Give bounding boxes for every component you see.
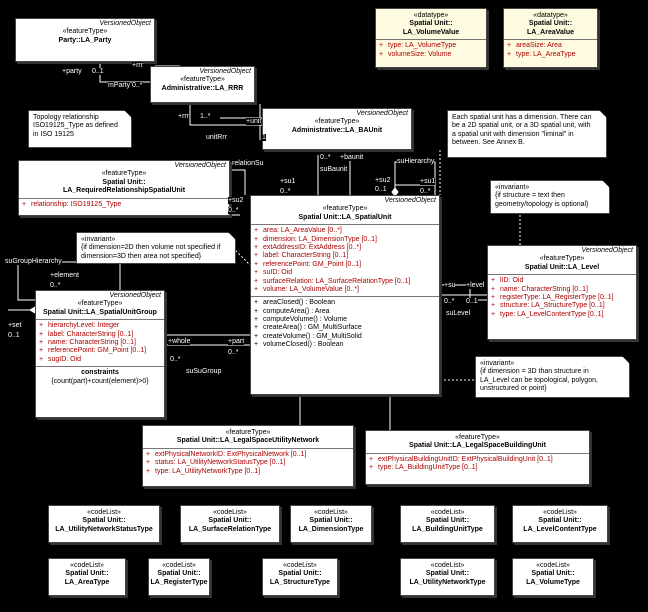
visibility-marker: + [254, 260, 259, 268]
association-label-su1b: +su1 [420, 178, 436, 185]
row-text: areaClosed() : Boolean [263, 299, 335, 307]
stereotype: «codeList» [213, 509, 247, 516]
class-name: Spatial Unit::LA_SpatialUnitGroup [43, 308, 157, 316]
namespace: Spatial Unit:: [425, 517, 470, 525]
attributes [19, 198, 229, 211]
note-stereotype: «invariant» [495, 184, 530, 191]
code-list-la-levelcontenttype[interactable] [512, 505, 608, 543]
association-label-sulevel: suLevel [446, 310, 471, 317]
attribute-row [491, 294, 633, 302]
row-text: volumeSize: Volume [388, 50, 452, 58]
attribute-row [491, 302, 633, 310]
association-label-m01b: 0..1 [8, 332, 20, 339]
association-label-m01a: 0..1 [92, 68, 104, 75]
code-list-name: LA_DimensionType [298, 525, 364, 533]
versioned-object-label: VersionedObject [99, 20, 151, 27]
versioned-object-label: VersionedObject [384, 197, 436, 204]
row-text: referencePoint: GM_Point [0..1] [48, 347, 147, 355]
stereotype: «codeList» [162, 562, 196, 569]
class-la-legalspaceutilitynetwork[interactable] [142, 425, 354, 487]
row-text: name: CharacterString [0..1] [48, 338, 136, 346]
namespace: Spatial Unit:: [82, 517, 126, 525]
stereotype: «codeList» [283, 562, 317, 569]
code-list-name: LA_AreaType [64, 578, 110, 586]
stereotype: «featureType» [539, 255, 585, 263]
association-label-whole: +whole [168, 338, 191, 345]
code-list-name: LA_SurfaceRelationType [188, 525, 272, 533]
note-invariant-level [475, 356, 630, 398]
stereotype: «featureType» [77, 300, 123, 308]
row-text: type: LA_LevelContentType [0..1] [500, 310, 604, 318]
code-list-name: LA_StructureType [269, 578, 331, 586]
visibility-marker: + [39, 338, 44, 346]
attribute-row [39, 339, 161, 347]
visibility-marker: + [491, 310, 496, 318]
note-invariant-structure [490, 180, 610, 214]
class-name: Administrative::LA_RRR [161, 84, 244, 92]
row-text: computeArea() : Area [263, 307, 330, 315]
namespace: Spatial Unit:: [278, 570, 322, 578]
note-dimension [447, 110, 607, 158]
namespace: Spatial Unit:: [538, 517, 582, 525]
visibility-marker: + [39, 330, 44, 338]
row-text: status: LA_UtilityNetworkStatusType [0..1] [155, 459, 286, 467]
code-list-name: LA_UtilityNetworkType [409, 578, 486, 586]
code-list-la-dimensiontype[interactable] [290, 505, 372, 543]
stereotype: «featureType» [225, 429, 271, 436]
code-list-la-registertype[interactable] [148, 558, 210, 596]
association-label-m0sb: 0..* [320, 154, 331, 161]
visibility-marker: + [507, 42, 512, 50]
attribute-row [254, 236, 436, 244]
row-text: computeVolume() : Volume [263, 316, 348, 324]
row-text: structure: LA_StructureType [0..1] [500, 302, 605, 310]
row-text: label: CharacterString [0..1] [48, 330, 134, 338]
visibility-marker: + [491, 285, 496, 293]
attribute-row [254, 261, 436, 269]
class-name: Party::LA_Party [58, 36, 112, 44]
association-label-level-end: +level [466, 282, 485, 289]
association-label-m0sd: 0..* [228, 207, 239, 214]
association-label-relationsu: relationSu [232, 160, 264, 167]
operation-row [254, 308, 436, 316]
visibility-marker: + [507, 50, 512, 58]
association-label-sugh: suGroupHierarchy [5, 258, 62, 265]
row-text: extPhysicalBuildingUnitID: ExtPhysicalBuildingUnit [0..1] [378, 455, 553, 463]
row-text: label: CharacterString [0..1] [263, 252, 349, 260]
visibility-marker: + [254, 316, 259, 324]
class-name: Spatial Unit::LA_LegalSpaceBuildingUnit [409, 442, 546, 450]
note-text: {if dimension = 3D than structure in LA_Level can be topological, polygon, unstructured or point} [480, 368, 598, 393]
visibility-marker: + [39, 355, 44, 363]
row-text: volumeClosed() : Boolean [263, 341, 344, 349]
row-text: dimension: LA_DimensionType [0..1] [263, 235, 378, 243]
versioned-object-label: VersionedObject [356, 110, 408, 117]
note-text: Topology relationship ISO19125_Type as defined in ISO 19125 [33, 114, 118, 138]
class-la-rrr[interactable] [150, 66, 255, 103]
class-name: Spatial Unit:: [409, 20, 453, 28]
stereotype: «codeList» [314, 509, 348, 516]
code-list-name: LA_UtilityNetworkStatusType [55, 525, 153, 533]
constraints-title: constraints [81, 369, 119, 377]
versioned-object-label: VersionedObject [581, 247, 633, 254]
stereotype: «featureType» [62, 28, 108, 36]
row-text: type: LA_AreaType [516, 50, 576, 58]
code-list-name: LA_RegisterType [150, 578, 208, 586]
visibility-marker: + [254, 269, 259, 277]
association-label-party: +party [62, 68, 82, 75]
stereotype: «codeList» [70, 562, 104, 569]
visibility-marker: + [254, 235, 259, 243]
class-name: Spatial Unit::LA_LegalSpaceUtilityNetwork [176, 437, 320, 445]
row-text: area: LA_AreaValue [0..*] [263, 227, 342, 235]
association-label-m0se: 0..1 [375, 186, 387, 193]
row-text: type: LA_BuildingUnitType [0..1] [378, 464, 478, 472]
attribute-row [369, 456, 586, 464]
stereotype: «datatype» [413, 12, 449, 19]
row-text: hierarchyLevel: Integer [48, 322, 120, 330]
stereotype: «codeList» [87, 509, 121, 516]
code-list-name: LA_BuildingUnitType [412, 525, 483, 533]
stereotype: «datatype» [533, 12, 568, 19]
constraint: {count(part)+count(element)>0} [51, 377, 149, 385]
stereotype: «featureType» [455, 434, 500, 441]
association-label-mparty: mParty [108, 82, 131, 89]
attribute-row [254, 227, 436, 235]
row-text: createArea() : GM_MultiSurface [263, 324, 362, 332]
association-label-m0sc: 0..* [280, 188, 291, 195]
namespace: Spatial Unit:: [309, 517, 353, 525]
note-stereotype: «invariant» [480, 360, 515, 367]
visibility-marker: + [22, 200, 27, 208]
visibility-marker: + [254, 307, 259, 315]
visibility-marker: + [491, 277, 496, 285]
row-text: surfaceRelation: LA_SurfaceRelationType [0..1] [263, 277, 411, 285]
visibility-marker: + [254, 252, 259, 260]
class-la-baunit[interactable] [262, 108, 412, 150]
class-la-spatialunitgroup[interactable] [35, 290, 165, 418]
association-label-suhier: suHierarchy [397, 158, 435, 165]
visibility-marker: + [254, 332, 259, 340]
stereotype: «featureType» [101, 170, 147, 178]
namespace: Spatial Unit:: [65, 570, 109, 578]
versioned-object-label: VersionedObject [109, 292, 161, 299]
versioned-object-label: VersionedObject [174, 162, 226, 169]
namespace: Spatial Unit:: [157, 570, 201, 578]
row-text: volume: LA_VolumeValue [0..*] [263, 285, 359, 293]
visibility-marker: + [39, 322, 44, 330]
note-text: {if dimension=2D then volume not specified if dimension=3D then area not specified} [81, 244, 221, 260]
visibility-marker: + [146, 459, 151, 467]
row-text: extAddressID: ExtAddress [0..*] [263, 243, 362, 251]
class-la-spatialunit[interactable] [250, 195, 440, 395]
attribute-row [146, 451, 350, 459]
visibility-marker: + [146, 450, 151, 458]
row-text: sugID: Oid [48, 355, 82, 363]
visibility-marker: + [254, 243, 259, 251]
visibility-marker: + [379, 42, 384, 50]
namespace: Spatial Unit:: [208, 517, 252, 525]
attribute-row [507, 42, 594, 50]
visibility-marker: + [254, 324, 259, 332]
row-text: suID: Oid [263, 269, 293, 277]
code-list-la-buildingunittype[interactable] [400, 505, 495, 543]
visibility-marker: + [254, 285, 259, 293]
class-la-legalspacebuildingunit[interactable] [365, 430, 590, 485]
stereotype: «featureType» [180, 76, 225, 84]
attribute-row [254, 244, 436, 252]
code-list-la-surfacerelationtype[interactable] [180, 505, 280, 543]
row-text: relationship: ISO19125_Type [31, 200, 122, 208]
association-label-element: +element [50, 272, 79, 279]
class-name: Spatial Unit::LA_SpatialUnit [298, 213, 392, 221]
attribute-row [39, 322, 161, 330]
attribute-row [507, 51, 594, 59]
association-label-m0sf: 0..* [420, 188, 431, 195]
operation-row [254, 341, 436, 349]
versioned-object-label: VersionedObject [199, 68, 251, 75]
association-label-m0sa: 0..* [132, 82, 143, 89]
operation-row [254, 316, 436, 324]
row-text: referencePoint: GM_Point [0..1] [263, 260, 362, 268]
row-text: createVolume() : GM_MultiSolid [263, 332, 362, 340]
code-list-la-structuretype[interactable] [262, 558, 338, 596]
attribute-row [146, 468, 350, 476]
row-text: lID: Oid [500, 277, 524, 285]
attribute-row [254, 278, 436, 286]
association-label-m0sh: 0..* [228, 349, 239, 356]
visibility-marker: + [254, 227, 259, 235]
attribute-row [369, 464, 586, 472]
row-text: extPhysicalNetworkID: ExtPhysicalNetwork [0..1] [155, 450, 307, 458]
datatype-la-volumevalue[interactable] [375, 8, 487, 68]
association-label-susugroup: suSuGroup [186, 368, 222, 375]
association-label-m01c: 0..1 [466, 298, 478, 305]
class-la-requiredrelationshipspatialunit[interactable] [18, 160, 230, 216]
visibility-marker: + [39, 347, 44, 355]
attribute-row [254, 269, 436, 277]
code-list-name: LA_LevelContentType [523, 525, 597, 533]
class-name-2: LA_VolumeValue [402, 28, 460, 36]
stereotype: «featureType» [322, 205, 368, 213]
constraints [36, 366, 164, 388]
namespace: Spatial Unit:: [425, 570, 470, 578]
association-label-rrr-end: +rrr [132, 62, 144, 69]
stereotype: «codeList» [430, 509, 465, 516]
class-name: Administrative::LA_BAUnit [291, 126, 383, 134]
class-name-2: LA_AreaValue [526, 28, 575, 36]
attribute-row [491, 286, 633, 294]
attribute-row [39, 331, 161, 339]
attribute-row [39, 356, 161, 364]
association-label-su-end: +su [444, 282, 456, 289]
association-label-rrr-end2: +rrr [178, 113, 190, 120]
attributes [504, 39, 597, 61]
class-name: Spatial Unit::LA_Level [524, 263, 600, 271]
class-name-2: LA_RequiredRelationshipSpatialUnit [62, 187, 186, 195]
attributes [488, 274, 636, 321]
association-label-part: +part [228, 338, 245, 345]
association-label-m1a: 1 [262, 134, 266, 141]
association-label-su1a: +su1 [280, 178, 296, 185]
association-label-set: +set [8, 322, 22, 329]
visibility-marker: + [254, 277, 259, 285]
visibility-marker: + [369, 455, 374, 463]
association-label-unit: +unit [246, 118, 262, 125]
code-list-la-utilitynetworktype[interactable] [400, 558, 495, 596]
attribute-row [491, 277, 633, 285]
namespace: Spatial Unit:: [531, 570, 575, 578]
operation-row [254, 333, 436, 341]
attribute-row [254, 252, 436, 260]
note-invariant-dimension [76, 232, 236, 264]
code-list-la-volumetype[interactable] [512, 558, 594, 596]
association-label-baunit-end: +baunit [340, 154, 364, 161]
note-text: Each spatial unit has a dimension. There can be a 2D spatial unit, or a 3D spatial unit, with a spatial unit with dimension "liminal" in between. See Annex B. [452, 114, 592, 147]
visibility-marker: + [146, 467, 151, 475]
row-text: areaSize: Area [516, 42, 562, 50]
association-label-m1sa: 1..* [200, 113, 211, 120]
code-list-la-areatype[interactable] [48, 558, 126, 596]
stereotype: «featureType» [314, 118, 360, 126]
datatype-la-areavalue[interactable] [503, 8, 598, 68]
class-la-level[interactable] [487, 245, 637, 340]
attribute-row [254, 286, 436, 294]
visibility-marker: + [369, 464, 374, 472]
association-label-m0si: 0..* [170, 356, 181, 363]
association-label-unitrrr: unitRrr [206, 134, 228, 141]
row-text: type: LA_VolumeType [388, 42, 457, 50]
visibility-marker: + [491, 293, 496, 301]
attribute-row [22, 201, 226, 209]
association-label-su2b: +su2 [375, 177, 391, 184]
visibility-marker: + [254, 341, 259, 349]
attribute-row [39, 347, 161, 355]
visibility-marker: + [254, 299, 259, 307]
row-text: name: CharacterString [0..1] [500, 285, 588, 293]
row-text: type: LA_UtilityNetworkType [0..1] [155, 467, 261, 475]
note-topology [28, 110, 132, 148]
attribute-row [379, 42, 483, 50]
association-label-m0sg: 0..* [50, 282, 61, 289]
operation-row [254, 324, 436, 332]
attributes [376, 39, 486, 61]
operation-row [254, 299, 436, 307]
association-label-m0sj: 0..* [444, 298, 455, 305]
attributes [251, 224, 439, 296]
stereotype: «codeList» [543, 509, 577, 516]
class-name: Spatial Unit:: [528, 20, 573, 28]
visibility-marker: + [491, 302, 496, 310]
stereotype: «codeList» [430, 562, 465, 569]
association-label-subaunit: suBaunit [320, 166, 348, 173]
visibility-marker: + [379, 50, 384, 58]
class-name: Spatial Unit:: [102, 178, 146, 186]
attribute-row [379, 51, 483, 59]
association-label-su2a: +su2 [228, 197, 244, 204]
code-list-la-utilitynetworkstatustype[interactable] [48, 505, 160, 543]
attributes [366, 453, 589, 475]
attributes [143, 448, 353, 478]
code-list-name: LA_VolumeType [526, 578, 580, 586]
operations [251, 296, 439, 351]
class-la-party[interactable] [15, 18, 155, 62]
note-stereotype: «invariant» [81, 236, 116, 243]
attribute-row [491, 311, 633, 319]
attribute-row [146, 459, 350, 467]
row-text: registerType: LA_RegisterType [0..1] [500, 293, 614, 301]
note-text: {if structure = text then geometry/topology is optional} [495, 192, 589, 208]
stereotype: «codeList» [536, 562, 570, 569]
attributes [36, 319, 164, 366]
